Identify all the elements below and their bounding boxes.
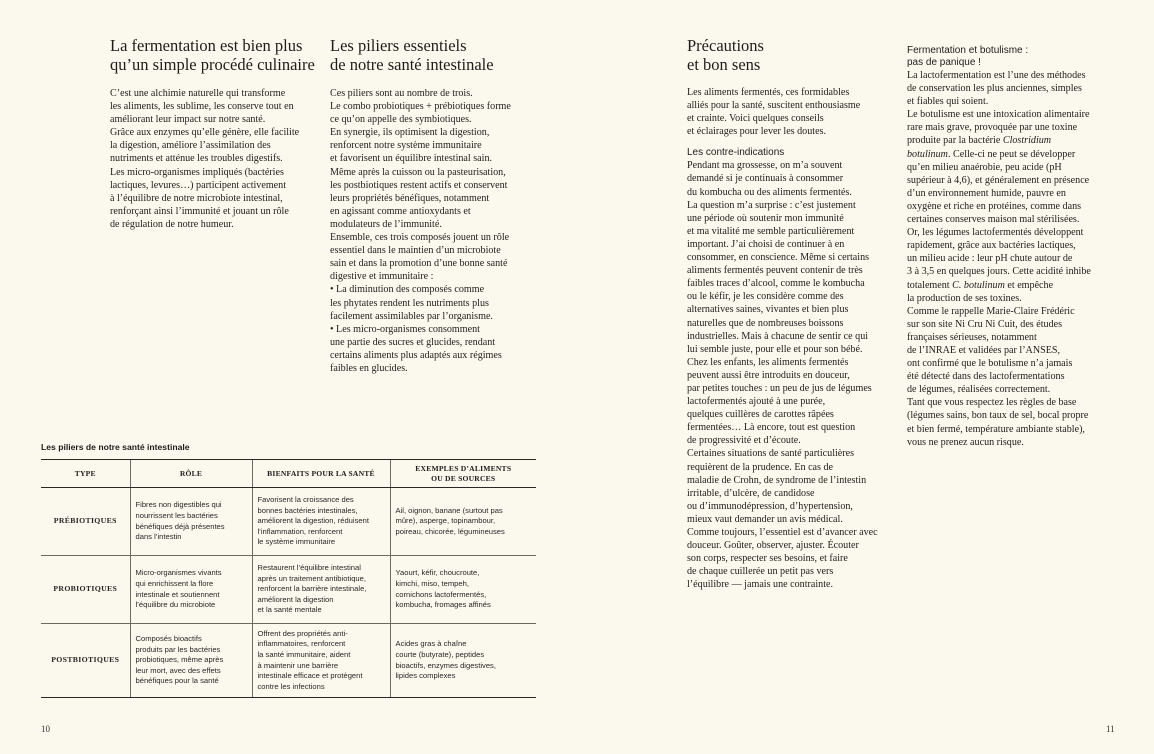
text-segment: rare mais grave, provoquée par une toxine (907, 122, 1078, 134)
text-line: de notre santé intestinale (330, 55, 494, 74)
text-line: sain et dans la promotion d’une bonne santé (330, 258, 508, 270)
text-segment: de l’INRAE et validées par l’ANSES, (907, 344, 1061, 356)
text-segment: rapidement, grâce aux bactéries lactiques, (907, 240, 1076, 252)
text-segment: sur son site Ni Cru Ni Cuit, des études (907, 318, 1063, 330)
text-segment: la production de ses toxines. (907, 292, 1022, 304)
text-line: Grâce aux enzymes qu’elle génère, elle facilite (110, 127, 300, 139)
text-line: important. J’ai choisi de continuer à en (687, 238, 845, 250)
cell-line: Ail, oignon, banane (surtout pas (395, 505, 503, 515)
text-line: faibles en glucides. (330, 362, 408, 374)
text-line: En synergie, ils optimisent la digestion, (330, 127, 490, 139)
cell-examples (390, 624, 536, 698)
text-segment: Tant que vous respectez les règles de base (907, 397, 1077, 409)
cell-examples (390, 488, 536, 556)
text-line: lactiques, levures…) participent activement (110, 179, 287, 191)
text-line (907, 252, 1127, 265)
text-line: lactofermentés ajouté à une purée, (687, 396, 826, 408)
precautions-title (687, 36, 902, 74)
text-line: Ces piliers sont au nombre de trois. (330, 88, 473, 99)
table-row (41, 488, 536, 556)
text-segment: totalement (907, 279, 953, 291)
text-line: C’est une alchimie naturelle qui transforme (110, 88, 286, 99)
contre-indications-subtitle: Les contre-indications (687, 147, 785, 159)
text-line: de progressivité et d’écoute. (687, 435, 801, 447)
text-line: pas de panique ! (907, 57, 981, 68)
text-line: renforcent notre système immunitaire (330, 140, 482, 152)
text-segment: et empêche (1004, 279, 1054, 291)
text-line: irritable, d’ulcère, de candidose (687, 487, 815, 499)
fermentation-paragraph (110, 87, 320, 231)
cell-line: à maintenir une barrière (257, 660, 339, 670)
botulisme-paragraph (907, 69, 1127, 449)
text-line: Même après la cuisson ou la pasteurisation, (330, 166, 506, 178)
text-line (907, 213, 1127, 226)
text-line (907, 265, 1127, 278)
text-segment: et bien fermé, température ambiante stable), (907, 423, 1085, 435)
text-line: alternatives saines, vivantes et bien plus (687, 304, 849, 316)
cell-line: Yaourt, kéfir, choucroute, (395, 568, 480, 578)
text-line: et crainte. Voici quelques conseils (687, 113, 824, 125)
text-line: peuvent aussi être introduits en douceur, (687, 369, 850, 381)
left-col1 (110, 36, 320, 231)
text-line (907, 200, 1127, 213)
cell-line: poireau, chicorée, légumineuses (395, 526, 505, 536)
text-line: les phytates rendent les nutriments plus (330, 297, 489, 309)
text-segment: oxygène et riche en protéines, comme dans (907, 200, 1082, 212)
text-line: aliments fermentés peuvent contenir de très (687, 265, 863, 277)
text-line: et ma vitalité me semble particulièrement (687, 225, 855, 237)
text-line: demandé si je continuais à consommer (687, 173, 844, 185)
text-line: et favorisent un équilibre intestinal sain. (330, 153, 493, 165)
text-line: Précautions (687, 36, 764, 55)
text-segment: d’un environnement humide, pauvre en (907, 187, 1066, 199)
text-line: fermentées… Là encore, tout est question (687, 422, 856, 434)
text-line: une partie des sucres et glucides, rendant (330, 336, 496, 348)
text-line: du kombucha ou des aliments fermentés. (687, 186, 852, 198)
text-line: Comme toujours, l’essentiel est d’avancer avec (687, 527, 878, 538)
text-line: consommer, en conscience. Même si certains (687, 252, 870, 264)
text-line: essentiel dans le maintien d’un microbiote (330, 245, 501, 257)
header-examples: EXEMPLES D’ALIMENTS OU DE SOURCES (390, 460, 536, 488)
text-line (907, 409, 1127, 422)
piliers-title (330, 36, 545, 74)
piliers-paragraph (330, 87, 545, 375)
cell-line: Restaurent l’équilibre intestinal (257, 563, 361, 573)
text-line (907, 148, 1127, 161)
text-segment: . Celle-ci ne peut se développer (947, 148, 1076, 160)
text-line: requièrent de la prudence. En cas de (687, 461, 834, 473)
text-line (907, 318, 1127, 331)
text-segment: qu’en milieu anaérobie, peu acide (pH (907, 161, 1062, 173)
italic-term: botulinum (907, 148, 948, 160)
right-col1 (687, 36, 902, 591)
text-segment: de légumes, réalisées correctement. (907, 384, 1051, 396)
table-row (41, 556, 536, 624)
cell-line: intestinale efficace et protègent (257, 671, 363, 681)
text-segment: (légumes sains, bon taux de sel, bocal propre (907, 410, 1089, 422)
text-segment: Or, les légumes lactofermentés développent (907, 227, 1084, 239)
text-line: Fermentation et botulisme : (907, 45, 1029, 56)
text-line (907, 423, 1127, 436)
text-line: certains aliments plus adaptés aux régimes (330, 349, 502, 361)
text-line (907, 292, 1127, 305)
text-line (907, 174, 1127, 187)
cell-line: nourrissent les bactéries (135, 510, 218, 520)
cell-line: bénéfiques pour la santé (135, 676, 219, 686)
text-line (907, 108, 1127, 121)
cell-line: Composés bioactifs (135, 634, 202, 644)
cell-line: Micro-organismes vivants (135, 568, 222, 578)
cell-line: la santé immunitaire, aident (257, 649, 351, 659)
text-segment: Comme le rappelle Marie-Claire Frédéric (907, 305, 1075, 317)
cell-benefits (252, 556, 390, 624)
text-line: faibles traces d’alcool, comme le kombucha (687, 278, 865, 290)
text-line: Certaines situations de santé particulières (687, 448, 855, 460)
cell-type: PRÉBIOTIQUES (41, 488, 130, 556)
text-line: leurs propriétés bénéfiques, notamment (330, 192, 490, 204)
cell-type: PROBIOTIQUES (41, 556, 130, 624)
text-line (907, 383, 1127, 396)
text-line (907, 134, 1127, 147)
text-line: lui semble juste, pour elle et pour son bébé. (687, 343, 863, 355)
text-line: les postbiotiques restent actifs et conservent (330, 179, 508, 191)
text-line: modulateurs de l’immunité. (330, 218, 442, 230)
header-type: TYPE (41, 460, 130, 488)
text-line: une période où soutenir mon immunité (687, 212, 844, 224)
text-line: en agissant comme antioxydants et (330, 205, 471, 217)
text-line (907, 161, 1127, 174)
text-line: • Les micro-organismes consomment (330, 323, 480, 335)
cell-line: mûre), asperge, topinambour, (395, 516, 496, 526)
text-line (907, 305, 1127, 318)
text-line: Les micro-organismes impliqués (bactéries (110, 166, 284, 178)
text-line: la digestion, améliore l’assimilation des (110, 140, 271, 152)
right-col2 (907, 45, 1127, 449)
cell-line: contre les infections (257, 681, 325, 691)
text-line: les aliments, les sublime, les conserve tout en (110, 101, 294, 113)
cell-line: Fibres non digestibles qui (135, 500, 222, 510)
table-row (41, 624, 536, 698)
cell-line: qui enrichissent la flore (135, 578, 214, 588)
text-line (907, 279, 1127, 292)
text-line: à l’équilibre de notre microbiote intestinal, (110, 192, 283, 204)
text-line: Chez les enfants, les aliments fermentés (687, 356, 849, 368)
text-line: Pendant ma grossesse, on m’a souvent (687, 160, 843, 172)
cell-line: kimchi, miso, tempeh, (395, 578, 469, 588)
text-line: industrielles. Mais à chacune de sentir ce qui (687, 330, 869, 342)
text-line: ou d’immunodépression, d’hypertension, (687, 500, 853, 512)
cell-line: kombucha, fromages affinés (395, 600, 491, 610)
text-segment: 3 à 3,5 en quelques jours. Cette acidité inhibe (907, 266, 1091, 278)
cell-line: le système immunitaire (257, 537, 336, 547)
text-line: naturelles que de nombreuses boissons (687, 317, 844, 329)
text-line: l’équilibre — jamais une contrainte. (687, 579, 834, 591)
text-line: renforçant ainsi l’immunité et jouant un rôle (110, 205, 289, 217)
text-segment: ont confirmé que le botulisme n’a jamais (907, 358, 1073, 370)
italic-term: Clostridium (1002, 135, 1052, 147)
cell-line: courte (butyrate), peptides (395, 649, 485, 659)
text-line: facilement assimilables par l’organisme. (330, 310, 493, 322)
text-line: La fermentation est bien plus (110, 36, 303, 55)
fermentation-title (110, 36, 320, 74)
cell-line: leur mort, avec des effets (135, 665, 221, 675)
text-line: Le combo probiotiques + prébiotiques forme (330, 101, 511, 113)
cell-line: améliorent la digestion, réduisent (257, 516, 369, 526)
cell-line: bonnes bactéries intestinales, (257, 505, 358, 515)
text-line: par petites touches : un peu de jus de légumes (687, 382, 872, 394)
text-segment: été détecté dans des lactofermentations (907, 371, 1065, 383)
cell-line: lipides complexes (395, 671, 456, 681)
text-segment: produite par la bactérie (907, 135, 1003, 147)
cell-benefits (252, 624, 390, 698)
cell-line: cornichons lactofermentés, (395, 589, 487, 599)
text-line: améliorant leur impact sur notre santé. (110, 114, 266, 126)
cell-line: Acides gras à chaîne (395, 639, 467, 649)
text-segment: Le botulisme est une intoxication alimentaire (907, 109, 1090, 121)
text-line (907, 226, 1127, 239)
cell-benefits (252, 488, 390, 556)
text-line (907, 357, 1127, 370)
text-line (907, 370, 1127, 383)
cell-line: l’équilibre du microbiote (135, 600, 216, 610)
text-line: douceur. Goûter, observer, ajuster. Écouter (687, 540, 859, 552)
table-header-row (41, 460, 536, 488)
text-line (907, 331, 1127, 344)
text-line (907, 187, 1127, 200)
text-line: et éclairages pour lever les doutes. (687, 126, 827, 138)
text-line: digestive et immunitaire : (330, 271, 434, 283)
text-line (907, 396, 1127, 409)
cell-line: l’inflammation, renforcent (257, 526, 343, 536)
cell-type: POSTBIOTIQUES (41, 624, 130, 698)
text-line: Ensemble, ces trois composés jouent un rôle (330, 232, 510, 244)
precautions-intro (687, 86, 902, 138)
text-line: de chaque cuillerée un petit pas vers (687, 566, 834, 578)
text-line (907, 121, 1127, 134)
cell-line: probiotiques, même après (135, 655, 224, 665)
text-line (907, 82, 1127, 95)
text-line: La question m’a surprise : c’est justement (687, 199, 856, 211)
cell-examples (390, 556, 536, 624)
cell-role (130, 488, 252, 556)
text-segment: un milieu acide : leur pH chute autour de (907, 253, 1073, 265)
text-segment: certaines conserves maison mal stérilisées. (907, 214, 1080, 226)
text-line (907, 239, 1127, 252)
page-number-left: 10 (41, 724, 50, 734)
botulisme-title (907, 45, 1127, 69)
text-line (907, 344, 1127, 357)
cell-line: inflammatoires, renforcent (257, 639, 346, 649)
cell-line: Favorisent la croissance des (257, 495, 354, 505)
text-segment: françaises sérieuses, notamment (907, 331, 1037, 343)
piliers-table (41, 459, 536, 698)
cell-line: et la santé mentale (257, 605, 322, 615)
contre-indications-paragraph (687, 159, 902, 591)
text-line (907, 95, 1127, 108)
text-line: alliés pour la santé, suscitent enthousiasme (687, 100, 861, 112)
cell-role (130, 624, 252, 698)
cell-line: bioactifs, enzymes digestives, (395, 660, 496, 670)
text-line (907, 436, 1127, 449)
text-segment: La lactofermentation est l’une des méthodes (907, 70, 1086, 81)
text-line: • La diminution des composés comme (330, 284, 485, 296)
cell-line: bénéfiques déjà présentes (135, 521, 225, 531)
text-segment: vous ne prenez aucun risque. (907, 436, 1024, 448)
text-line: ce qu’on appelle des symbiotiques. (330, 114, 472, 126)
cell-line: produits par les bactéries (135, 644, 221, 654)
cell-line: Offrent des propriétés anti- (257, 628, 348, 638)
text-line: mieux vaut demander un avis médical. (687, 513, 843, 525)
table-title: Les piliers de notre santé intestinale (41, 442, 190, 452)
text-line: ou le kéfir, je les considère comme des (687, 291, 844, 303)
text-segment: supérieur à 4,6), et généralement en présence (907, 174, 1090, 186)
cell-line: intestinale et soutiennent (135, 589, 220, 599)
italic-term: C. botulinum (952, 279, 1005, 291)
cell-line: dans l’intestin (135, 532, 182, 542)
text-line: et bon sens (687, 55, 761, 74)
text-segment: de conservation les plus anciennes, simples (907, 83, 1082, 95)
text-line: qu’un simple procédé culinaire (110, 55, 315, 74)
text-line: de régulation de notre humeur. (110, 218, 234, 230)
cell-line: améliorent la digestion (257, 594, 334, 604)
text-line: maladie de Crohn, de syndrome de l’intestin (687, 474, 867, 486)
text-line: nutriments et atténue les troubles digestifs. (110, 153, 283, 165)
text-line: son corps, respecter ses besoins, et faire (687, 553, 848, 565)
left-col2 (330, 36, 545, 375)
text-line (907, 69, 1127, 82)
page-number-right: 11 (1106, 724, 1115, 734)
text-line: Les aliments fermentés, ces formidables (687, 87, 850, 98)
cell-role (130, 556, 252, 624)
header-role: RÔLE (130, 460, 252, 488)
header-benefits: BIENFAITS POUR LA SANTÉ (252, 460, 390, 488)
text-line: quelques cuillères de carottes râpées (687, 409, 834, 421)
text-line: Les piliers essentiels (330, 36, 467, 55)
cell-line: renforcent la barrière intestinale, (257, 584, 367, 594)
text-segment: et fiables qui soient. (907, 96, 989, 108)
cell-line: après un traitement antibiotique, (257, 573, 366, 583)
